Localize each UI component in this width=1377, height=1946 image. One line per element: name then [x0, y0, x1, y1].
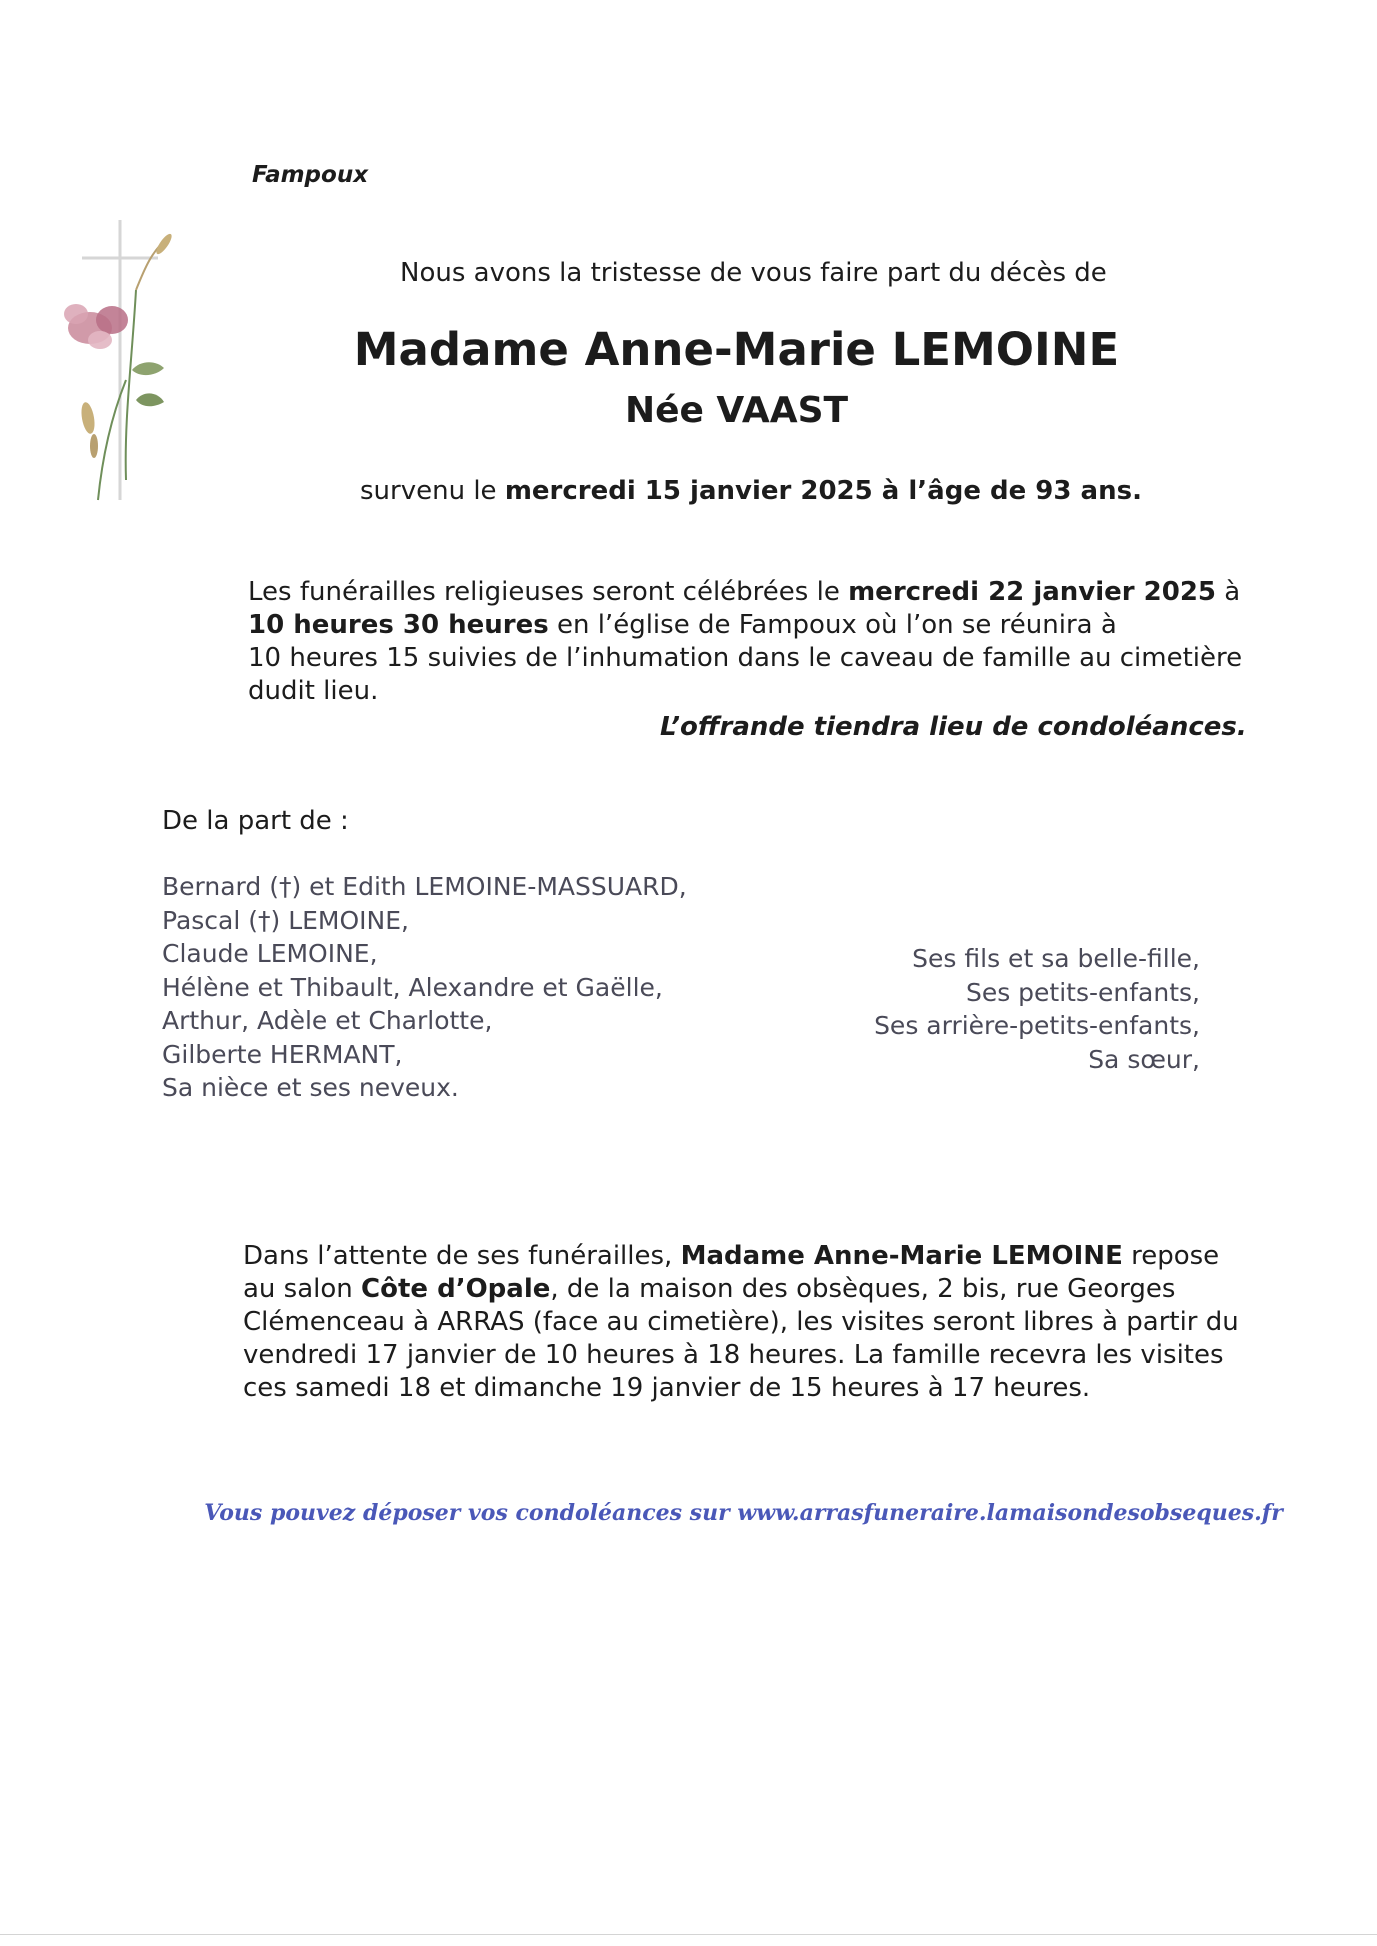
deceased-name: Madame Anne-Marie LEMOINE [353, 323, 1120, 376]
family-member: Bernard (†) et Edith LEMOINE-MASSUARD, [162, 872, 687, 901]
bottom-divider [0, 1934, 1377, 1935]
relations-list [840, 942, 1200, 1076]
funeral-time: 10 heures 30 heures [248, 610, 549, 640]
death-date-age: mercredi 15 janvier 2025 à l’âge de 93 ans. [504, 476, 1142, 506]
visit-text-2: repose au salon [243, 1241, 1220, 1304]
intro-text: Nous avons la tristesse de vous faire part du décès de [400, 258, 1107, 288]
relation-label: Sa sœur, [1088, 1044, 1200, 1074]
funeral-line-2-text: en l’église de Fampoux où l’on se réunira à [556, 610, 1117, 640]
relation-label: Ses petits-enfants, [965, 977, 1200, 1007]
visit-text-1: Dans l’attente de ses funérailles, [243, 1241, 673, 1271]
family-member: Pascal (†) LEMOINE, [162, 905, 409, 935]
visit-deceased-name: Madame Anne-Marie LEMOINE [680, 1241, 1123, 1271]
funeral-line-1 [248, 576, 1308, 609]
relation-label: Ses fils et sa belle-fille, [912, 944, 1200, 973]
death-notice [360, 476, 1142, 506]
salon-name: Côte d’Opale [361, 1274, 551, 1304]
funeral-line-2 [248, 609, 1308, 642]
family-member: Arthur, Adèle et Charlotte, [162, 1006, 493, 1035]
visit-paragraph [243, 1240, 1243, 1405]
location: Fampoux [252, 162, 369, 188]
family-member: Claude LEMOINE, [162, 939, 378, 968]
family-list [162, 870, 687, 1105]
funeral-line-3: 10 heures 15 suivies de l’inhumation dans le caveau de famille au cimetière dudit lieu. [248, 643, 1243, 706]
death-prefix: survenu le [360, 476, 497, 506]
funeral-date: mercredi 22 janvier 2025 [848, 577, 1217, 607]
visit-text-3: , de la maison des obsèques, 2 bis, rue Georges Clémenceau à ARRAS (face au cimetière), les visites seront libres à partir du vendredi 17 janvier de 10 heures à 18 heures. La famille recevra les visites ces samedi 18 et dimanche 19 janvier de 15 heures à 17 heures. [243, 1274, 1239, 1403]
maiden-name: Née VAAST [624, 390, 849, 431]
relation-label: Ses arrière-petits-enfants, [874, 1011, 1200, 1040]
family-member: Sa nièce et ses neveux. [162, 1073, 459, 1102]
family-member: Gilberte HERMANT, [162, 1039, 403, 1069]
offrande-note: L’offrande tiendra lieu de condoléances. [660, 712, 1247, 742]
funeral-paragraph [248, 576, 1308, 708]
funeral-line-1-text: Les funérailles religieuses seront célébrées le [248, 577, 840, 607]
funeral-line-1-end: à [1224, 577, 1241, 607]
from-heading: De la part de : [162, 806, 349, 836]
family-member: Hélène et Thibault, Alexandre et Gaëlle, [162, 972, 663, 1002]
condolences-link[interactable]: Vous pouvez déposer vos condoléances sur www.arrasfuneraire.lamaisondesobseques.fr [204, 1500, 1283, 1526]
